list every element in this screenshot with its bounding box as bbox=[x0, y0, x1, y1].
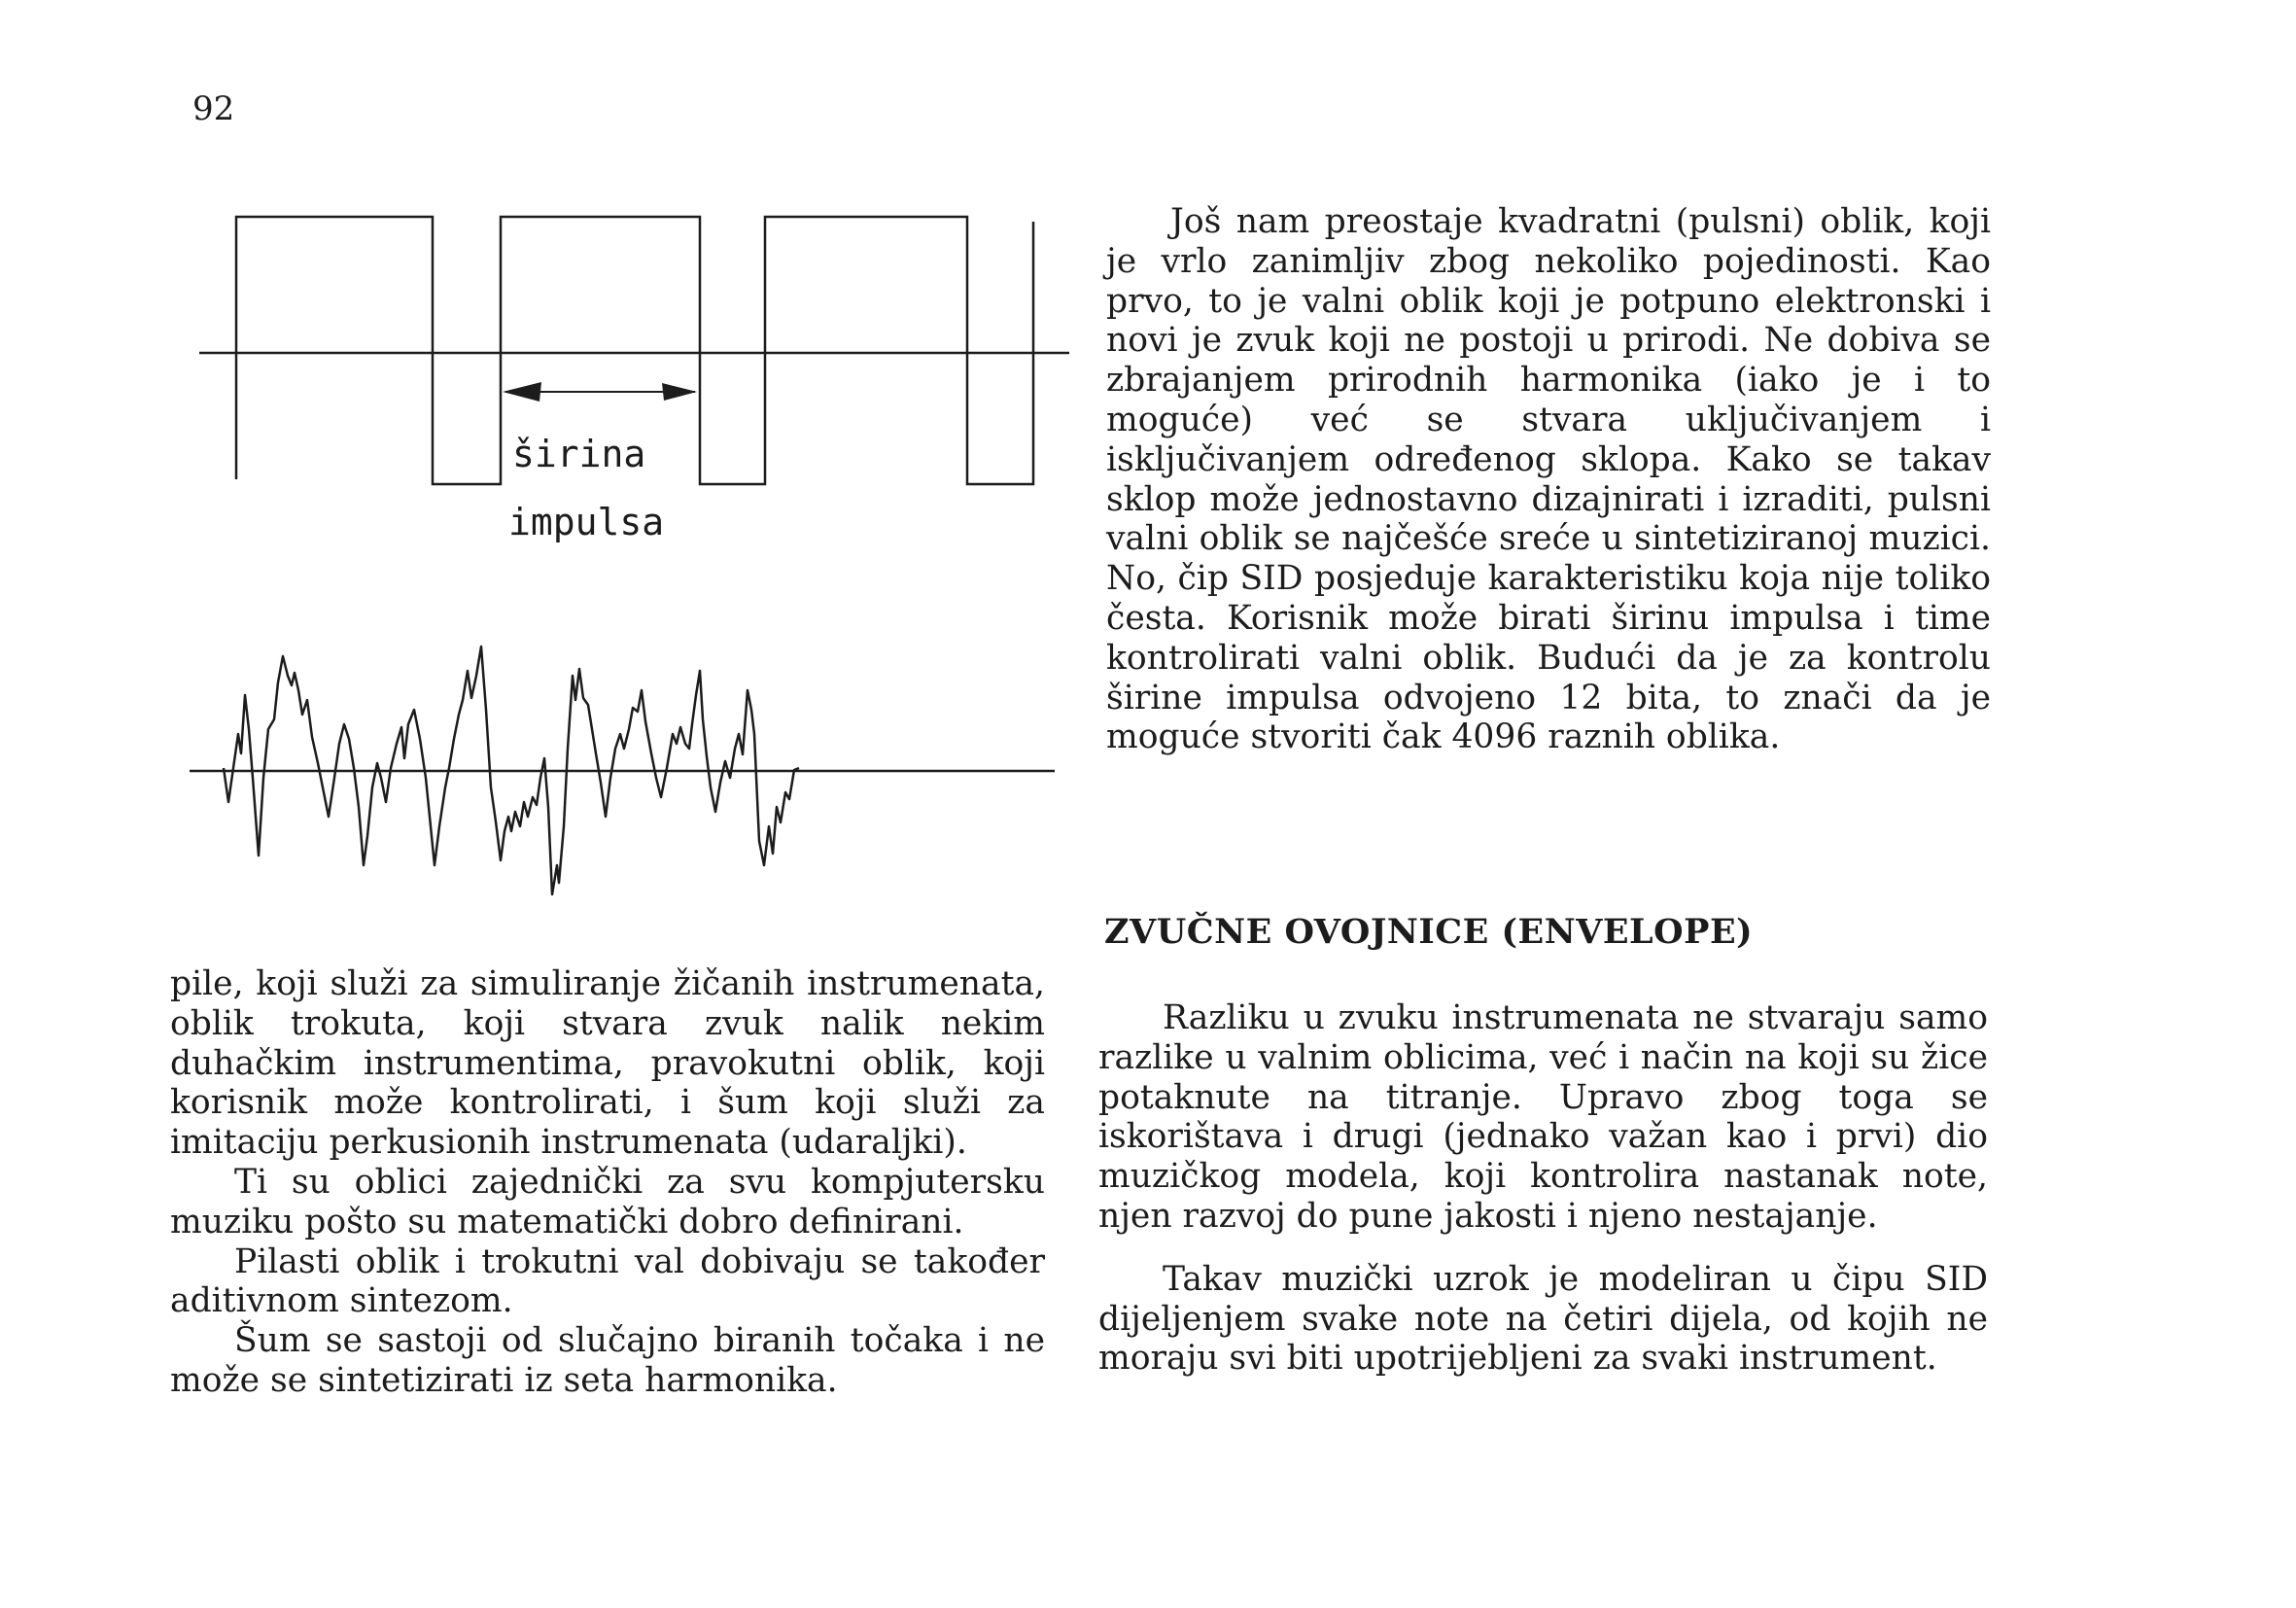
right-paragraph: Takav muzički uzrok je modeliran u čipu SID dijeljenjem svake note na četiri dijela, od kojih ne moraju svi biti upotrijebljeni za svaki instrument. bbox=[1098, 1259, 1988, 1379]
page-number: 92 bbox=[192, 89, 235, 128]
section-heading: ZVUČNE OVOJNICE (ENVELOPE) bbox=[1104, 912, 1754, 952]
arrow-left-head bbox=[503, 382, 541, 402]
right-text-column-top bbox=[1106, 202, 1991, 757]
pulse-width-diagram bbox=[199, 192, 1074, 562]
noise-waveform-diagram bbox=[185, 632, 1060, 914]
left-paragraph: Šum se sastoji od slučajno biranih točaka i ne može se sintetizirati iz seta harmonika. bbox=[170, 1321, 1045, 1400]
right-paragraph: Još nam preostaje kvadratni (pulsni) oblik, koji je vrlo zanimljiv zbog nekoliko pojedinosti. Kao prvo, to je valni oblik koji je potpuno elektronski i novi je zvuk koji ne postoji u prirodi. Ne dobiva se zbrajanjem prirodnih harmonika (iako je i to moguće) već se stvara uključivanjem i isključivanjem određenog sklopa. Kako se takav sklop može jednostavno dizajnirati i izraditi, pulsni valni oblik se najčešće sreće u sintetiziranoj muzici. No, čip SID posjeduje karakteristiku koja nije toliko česta. Korisnik može birati širinu impulsa i time kontrolirati valni oblik. Budući da je za kontrolu širine impulsa odvojeno 12 bita, to znači da je moguće stvoriti čak 4096 raznih oblika. bbox=[1106, 202, 1991, 757]
right-text-column-bottom bbox=[1098, 998, 1988, 1379]
left-paragraph: pile, koji služi za simuliranje žičanih instrumenata, oblik trokuta, koji stvara zvuk nalik nekim duhačkim instrumentima, pravokutni oblik, koji korisnik može kontrolirati, i šum koji služi za imitaciju perkusionih instrumenata (udaraljki). bbox=[170, 964, 1045, 1163]
pulse-width-label-line2: impulsa bbox=[508, 501, 665, 543]
right-paragraph: Razliku u zvuku instrumenata ne stvaraju samo razlike u valnim oblicima, već i način na koji su žice potaknute na titranje. Upravo zbog toga se iskorištava i drugi (jednako važan kao i prvi) dio muzičkog modela, koji kontrolira nastanak note, njen razvoj do pune jakosti i njeno nestajanje. bbox=[1098, 998, 1988, 1236]
left-paragraph: Ti su oblici zajednički za svu kompjutersku muziku pošto su matematički dobro definirani. bbox=[170, 1162, 1045, 1241]
left-paragraph: Pilasti oblik i trokutni val dobivaju se također aditivnom sintezom. bbox=[170, 1241, 1045, 1321]
pulse-width-label-line1: širina bbox=[512, 433, 646, 475]
left-text-column bbox=[170, 964, 1045, 1401]
arrow-right-head bbox=[662, 383, 697, 401]
